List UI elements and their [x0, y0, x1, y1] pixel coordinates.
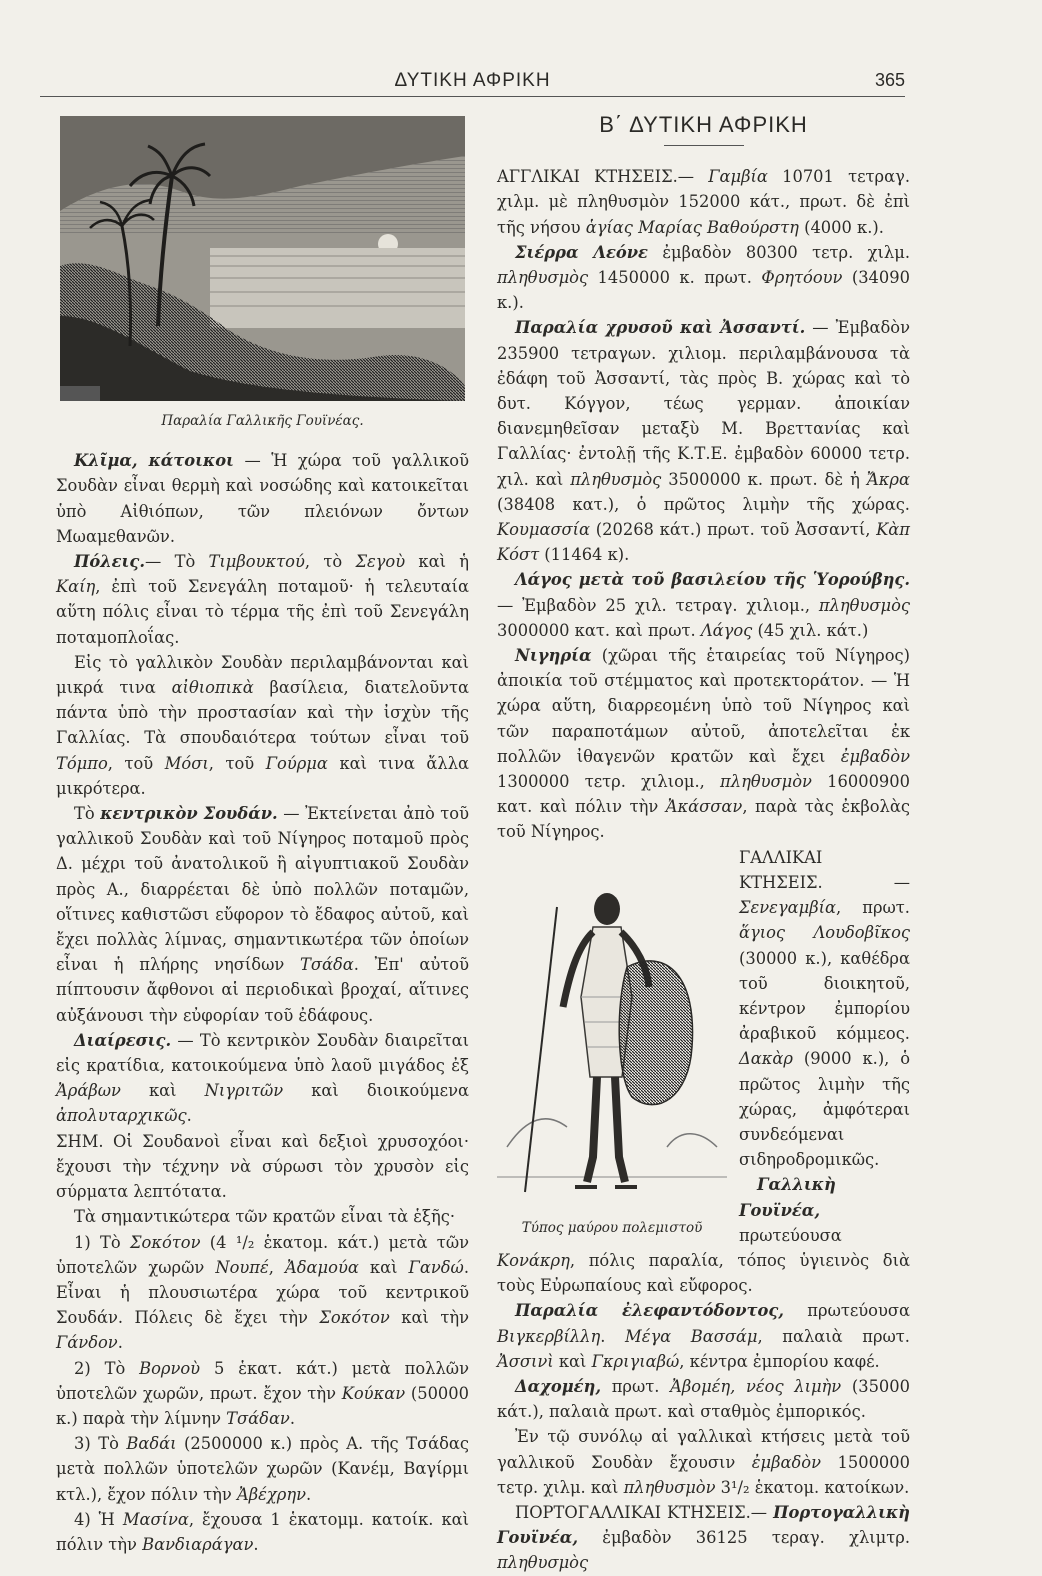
- text: — Ἐμβαδὸν 25 χιλ. τετραγ. χιλιομ.,: [497, 595, 819, 615]
- text: 1300000 τετρ. χιλιομ.,: [497, 772, 721, 792]
- text: 1450000 κ. πρωτ.: [588, 268, 762, 288]
- running-title: ΔΥΤΙΚΗ ΑΦΡΙΚΗ: [394, 70, 551, 91]
- text: καὶ: [358, 1257, 409, 1277]
- text: (11464 κ).: [539, 545, 630, 565]
- text: ,: [268, 1257, 285, 1277]
- text: πρωτεύουσα: [783, 1301, 910, 1321]
- place-name: Τσάδαν: [226, 1408, 290, 1428]
- heading-gold-coast: Παραλία χρυσοῦ καὶ Ἀσσαντί.: [515, 318, 806, 338]
- page-number: 365: [874, 70, 905, 90]
- text: καὶ: [120, 1081, 205, 1101]
- text: 4) Ἡ: [74, 1509, 123, 1529]
- text: ἐμβαδὸν 36125 τεραγ. χλιμτρ.: [578, 1528, 910, 1548]
- heading-cities: Πόλεις.: [74, 552, 146, 572]
- text: καὶ τὴν: [389, 1308, 469, 1328]
- text: ΓΑΛΛΙΚΑΙ ΚΤΗΣΕΙΣ. —: [739, 847, 910, 892]
- text: (4 ¹/₂ ἑκατομ. κάτ.) μετὰ τῶν ὑποτελῶν χωρῶν: [56, 1232, 469, 1277]
- text: .: [289, 1408, 296, 1428]
- text: ΣΗΜ. Οἱ Σουδανοὶ εἶναι καὶ δεξιοὶ χρυσοχόοι· ἔχουσι τὴν τέχνην νὰ σύρωσι τὸν χρυσὸν εἰς σύρματα λεπτότατα.: [56, 1131, 469, 1202]
- place-name: ἁγίας Μαρίας Βαθούρστη: [585, 217, 799, 237]
- paragraph-gold-coast: [497, 315, 910, 567]
- text: , ἐπὶ τοῦ Σενεγάλη ποταμοῦ· ἡ τελευταία αὕτη πόλις εἶναι τὸ τέρμα τῆς ἐπὶ τοῦ Σενεγάλη ποταμοπλοΐας.: [56, 577, 469, 647]
- heading-ivory-coast: Παραλία ἐλεφαντόδοντος,: [515, 1301, 784, 1321]
- text: πρωτ.: [601, 1376, 671, 1396]
- text: ΠΟΡΤΟΓΑΛΛΙΚΑΙ ΚΤΗΣΕΙΣ.—: [515, 1502, 774, 1522]
- place-name: Βιγκερβίλλη: [497, 1326, 601, 1346]
- figure-caption-warrior: Τύπος μαύρου πολεμιστοῦ: [521, 1220, 703, 1237]
- place-name: Γούρμα: [265, 753, 328, 773]
- place-name: Ἀδαμούα: [285, 1257, 359, 1277]
- text: , ἔχουσα 1 ἑκατομμ. κατοίκ. καὶ πόλιν τὴν: [56, 1509, 469, 1554]
- place-name: Τσάδα: [299, 955, 354, 975]
- emphasis: πληθυσμὸν: [720, 772, 812, 792]
- text: , παλαιὰ πρωτ.: [757, 1326, 910, 1346]
- text: .: [117, 1333, 123, 1353]
- text: ἐμβαδὸν 80300 τετρ. χιλμ.: [647, 242, 910, 262]
- text: , παρὰ τὰς ἐκβολὰς τοῦ Νίγηρος.: [497, 797, 910, 842]
- emphasis: πληθυσμὸν: [623, 1477, 716, 1497]
- paragraph-ivory-coast: [497, 1298, 910, 1374]
- place-name: Κούκαν: [341, 1383, 406, 1403]
- text: πρωτεύουσα: [739, 1225, 842, 1245]
- paragraph-division: [56, 1028, 469, 1129]
- place-name: Κουμασσία: [497, 520, 591, 540]
- list-item-masina: [56, 1507, 469, 1557]
- text: Εἰς τὸ γαλλικὸν Σουδὰν περιλαμβάνονται καὶ μικρά τινα: [56, 652, 469, 698]
- text: καὶ διοικούμενα: [283, 1081, 470, 1101]
- list-item-wadai: [56, 1431, 469, 1507]
- text: (38408 κατ.), ὁ πρῶτος λιμὴν τῆς χώρας.: [497, 494, 910, 514]
- place-name: Λάγος: [700, 620, 753, 640]
- heading-division: Διαίρεσις.: [74, 1030, 172, 1050]
- emphasis: αἰθιοπικὰ: [171, 678, 254, 698]
- place-name: Μασίνα: [122, 1509, 189, 1529]
- place-name: Καίη: [56, 577, 96, 597]
- right-column: [497, 112, 910, 1576]
- text: , πόλις παραλία, τόπος ὑγιεινὸς διὰ τοὺς Εὐρωπαίους καὶ εὔφορος.: [497, 1250, 910, 1296]
- text: — Τὸ κεντρικὸν Σουδὰν διαιρεῖται εἰς κρατίδια, κατοικούμενα ὑπὸ λαοῦ μιγάδος ἐξ: [56, 1030, 469, 1076]
- text: 10701 τετραγ. χιλμ. μὲ πληθυσμὸν 152000 κάτ., πρωτ. δὲ ἐπὶ τῆς νήσου: [497, 167, 910, 237]
- heading-dahomey: Δαχομέη,: [515, 1376, 602, 1396]
- paragraph-french-total: [497, 1424, 910, 1500]
- place-name: Ἀβέχρην: [236, 1484, 306, 1504]
- text: .: [600, 1326, 626, 1346]
- place-name: Ἀκάσσαν: [665, 797, 743, 817]
- text: Τὰ σημαντικώτερα τῶν κρατῶν εἶναι τὰ ἑξῆς·: [74, 1207, 456, 1227]
- text: 3500000 κ. πρωτ. δὲ ἡ: [661, 469, 867, 489]
- text: 3¹/₂ ἑκατομ. κατοίκων.: [715, 1477, 910, 1497]
- text: (2500000 κ.) πρὸς Α. τῆς Τσάδας μετὰ πολλῶν ὑποτελῶν χωρῶν (Κανέμ, Βαγίρμι κτλ.), ἔχον πόλιν τὴν: [56, 1434, 469, 1504]
- place-name: Σοκότον: [130, 1232, 201, 1252]
- paragraph-central-sudan: [56, 801, 469, 1028]
- left-column: [56, 116, 469, 1557]
- paragraph-nigeria: [497, 643, 910, 845]
- text: — Ἐκτείνεται ἀπὸ τοῦ γαλλικοῦ Σουδὰν καὶ τοῦ Νίγηρος ποταμοῦ πρὸς Δ. μέχρι τοῦ ἀνατολικοῦ ἢ αἰγυπτιακοῦ Σουδὰν πρὸς Α., διαρρέεται δὲ ὑπὸ πολλῶν ποταμῶν, οἵτινες καθιστῶσι εὔφορον τὸ ἔδαφος αὐτοῦ, καὶ ἔχει πολλὰς λίμνας, σημαντικωτέρα τῶν ὁποίων εἶναι ἡ πλήρης νησίδων: [56, 804, 469, 975]
- place-name: Σενεγαμβία: [739, 898, 836, 918]
- text: , πρωτ.: [835, 898, 910, 918]
- heading-french-guinea: Γαλλικὴ Γουϊνέα,: [739, 1175, 836, 1220]
- text: καὶ τινα ἄλλα μικρότερα.: [56, 753, 470, 798]
- place-name: Μέγα Βασσάμ: [625, 1326, 758, 1346]
- place-name: Σεγοὺ: [355, 552, 406, 572]
- paragraph-climate: [56, 448, 469, 549]
- paragraph-lagos: [497, 567, 910, 643]
- place-name: Τόμπο: [56, 753, 108, 773]
- paragraph-kingdoms: [56, 650, 469, 801]
- emphasis: ἐμβαδὸν: [840, 746, 910, 766]
- place-name: Βορνοὺ: [139, 1358, 201, 1378]
- place-name: Γάνδον: [56, 1333, 118, 1353]
- place-name: Τιμβουκτού: [208, 552, 305, 572]
- text: , τοῦ: [208, 753, 266, 773]
- place-name: Ἄκρα: [866, 469, 910, 489]
- text: ΑΓΓΛΙΚΑΙ ΚΤΗΣΕΙΣ.—: [497, 167, 709, 187]
- place-name: Γαμβία: [708, 167, 768, 187]
- text: 1) Τὸ: [74, 1232, 130, 1252]
- place-name: Βανδιαράγαν: [142, 1534, 254, 1554]
- place-name: Νουπέ: [215, 1257, 269, 1277]
- text: (9000 κ.), ὁ πρῶτος λιμὴν τῆς χώρας, ἀμφότεραι συνδεόμεναι σιδηροδρομικῶς.: [739, 1049, 910, 1170]
- text: — Τὸ: [145, 552, 209, 572]
- text: , κέντρα ἐμπορίου καφέ.: [679, 1351, 880, 1371]
- emphasis: Ἀράβων: [56, 1081, 121, 1101]
- emphasis: πληθυσμὸς: [497, 268, 589, 288]
- place-name: Γκριγιαβώ: [591, 1351, 680, 1371]
- emphasis: ἀπολυταρχικῶς: [56, 1106, 187, 1126]
- text: καὶ: [553, 1351, 592, 1371]
- paragraph-dahomey: [497, 1374, 910, 1424]
- figure-caption-coast: Παραλία Γαλλικῆς Γουϊνέας.: [161, 413, 364, 429]
- emphasis: Νιγριτῶν: [204, 1081, 284, 1101]
- text: 1500000 τετρ. χιλμ. καὶ: [497, 1452, 910, 1497]
- place-name: Γανδώ: [408, 1257, 464, 1277]
- text: . Εἶναι ἡ πλουσιωτέρα χώρα τοῦ κεντρικοῦ Σουδάν. Πόλεις δὲ ἔχει τὴν: [56, 1257, 469, 1328]
- text: . Ἐπ' αὐτοῦ πίπτουσιν ἄφθονοι αἱ περιοδικαὶ βροχαί, αἵτινες αὐξάνουσι τὴν εὐφορίαν τοῦ ἐδάφους.: [56, 955, 469, 1025]
- list-item-bornu: [56, 1356, 469, 1432]
- text: — Ἐμβαδὸν 235900 τετραγων. χιλιομ. περιλαμβάνουσα τὰ ἐδάφη τοῦ Ἀσσαντί, τὰς πρὸς Β. χώρας καὶ τὸ δυτ. Κόγγον, τέως γερμαν. ἀποικίαν διανεμηθεῖσαν μεταξὺ Μ. Βρεττανίας καὶ Γαλλίας· ἐντολῇ τῆς Κ.Τ.Ε. ἐμβαδὸν 60000 τετρ. χιλ. καὶ: [497, 318, 911, 489]
- heading-climate: Κλῖμα, κάτοικοι: [74, 451, 234, 471]
- text: (20268 κάτ.) πρωτ. τοῦ Ἀσσαντί,: [590, 520, 877, 540]
- emphasis: ἐμβαδὸν: [751, 1452, 821, 1472]
- text: (χῶραι τῆς ἑταιρείας τοῦ Νίγηρος) ἀποικία τοῦ στέμματος καὶ προτεκτοράτον. — Ἡ χώρα αὕτη, διαρρεομένη ὑπὸ τοῦ Νίγηρος καὶ τῶν παραποτάμων αὐτοῦ, ἀποτελεῖται ἐκ πολλῶν ἰθαγενῶν κρατῶν καὶ ἔχει: [497, 646, 910, 766]
- text: βασίλεια, διατελοῦντα πάντα ὑπὸ τὴν προστασίαν καὶ τὴν ἰσχὺν τῆς Γαλλίας. Τὰ σπουδαιότερα τούτων εἶναι τοῦ: [56, 678, 470, 748]
- text: (45 χιλ. κάτ.): [752, 620, 869, 640]
- place-name: Ἀβομέη, νέος λιμὴν: [670, 1376, 842, 1396]
- paragraph-note: [56, 1129, 469, 1205]
- heading-portuguese-guinea: Πορτογαλλικὴ Γουϊνέα,: [497, 1502, 910, 1548]
- heading-central-sudan: κεντρικὸν Σουδάν.: [100, 804, 278, 824]
- place-name: Δακὰρ: [739, 1049, 793, 1069]
- warrior-figure: [497, 847, 727, 1242]
- list-item-sokoto: [56, 1230, 469, 1356]
- emphasis: πληθυσμὸς: [570, 469, 662, 489]
- running-head: [40, 66, 905, 97]
- place-name: Φρητόουν: [761, 268, 843, 288]
- text: (50000 κ.) παρὰ τὴν λίμνην: [56, 1383, 470, 1428]
- warrior-engraving: [497, 847, 727, 1217]
- text: (4000 κ.).: [798, 217, 884, 237]
- text: .: [186, 1106, 192, 1126]
- paragraph-sierra-leone: [497, 240, 910, 316]
- place-name: ἅγιος Λουδοβῖκος: [739, 923, 910, 943]
- text: (34090 κ.).: [497, 268, 910, 313]
- text: 3) Τὸ: [74, 1434, 127, 1454]
- text: (30000 κ.), καθέδρα τοῦ διοικητοῦ, κέντρον ἐμπορίου ἀραβικοῦ κόμμεος.: [739, 948, 910, 1044]
- place-name: Κὰπ Κόστ: [497, 520, 910, 565]
- heading-nigeria: Νιγηρία: [515, 646, 592, 666]
- paragraph-list-intro: [56, 1204, 469, 1229]
- place-name: Σοκότον: [319, 1308, 390, 1328]
- heading-lagos: Λάγος μετὰ τοῦ βασιλείου τῆς Ὑορούβης.: [515, 570, 910, 590]
- paragraph-portuguese: [497, 1500, 910, 1576]
- text: Τὸ: [74, 804, 101, 824]
- text: , τοῦ: [107, 753, 165, 773]
- place-name: Ἀσσινὶ: [497, 1351, 554, 1371]
- text: , τὸ: [304, 552, 356, 572]
- text: 3000000 κατ. καὶ πρωτ.: [497, 620, 701, 640]
- text: (35000 κάτ.), παλαιὰ πρωτ. καὶ σταθμὸς ἐμπορικός.: [497, 1376, 910, 1422]
- text: 5 ἑκατ. κάτ.) μετὰ πολλῶν ὑποτελῶν χωρῶν, πρωτ. ἔχον τὴν: [56, 1358, 469, 1403]
- place-name: Μόσι: [164, 753, 209, 773]
- paragraph-british: [497, 164, 910, 240]
- text: .: [253, 1534, 259, 1554]
- text: 2) Τὸ: [74, 1358, 140, 1378]
- emphasis: πληθυσμὸς: [497, 1553, 589, 1573]
- place-name: Βαδάι: [126, 1434, 177, 1454]
- text: 16000900 κατ. καὶ πόλιν τὴν: [497, 772, 911, 817]
- paragraph-cities: [56, 549, 469, 650]
- heading-rule: [664, 145, 744, 146]
- text: Ἐν τῷ συνόλῳ αἱ γαλλικαὶ κτήσεις μετὰ τοῦ γαλλικοῦ Σουδὰν ἔχουσιν: [497, 1427, 910, 1472]
- heading-sierra-leone: Σιέρρα Λεόνε: [515, 242, 648, 262]
- place-name: Κονάκρη: [497, 1250, 570, 1270]
- section-heading: Β΄ ΔΥΤΙΚΗ ΑΦΡΙΚΗ: [599, 112, 808, 137]
- text: .: [305, 1484, 312, 1504]
- coast-engraving: [60, 116, 465, 401]
- text: καὶ ἡ: [405, 552, 469, 572]
- emphasis: πληθυσμὸς: [818, 595, 910, 615]
- text: — Ἡ χώρα τοῦ γαλλικοῦ Σουδὰν εἶναι θερμὴ καὶ νοσώδης καὶ κατοικεῖται ὑπὸ Αἰθιόπων, τῶν πλειόνων ὄντων Μωαμεθανῶν.: [56, 451, 469, 546]
